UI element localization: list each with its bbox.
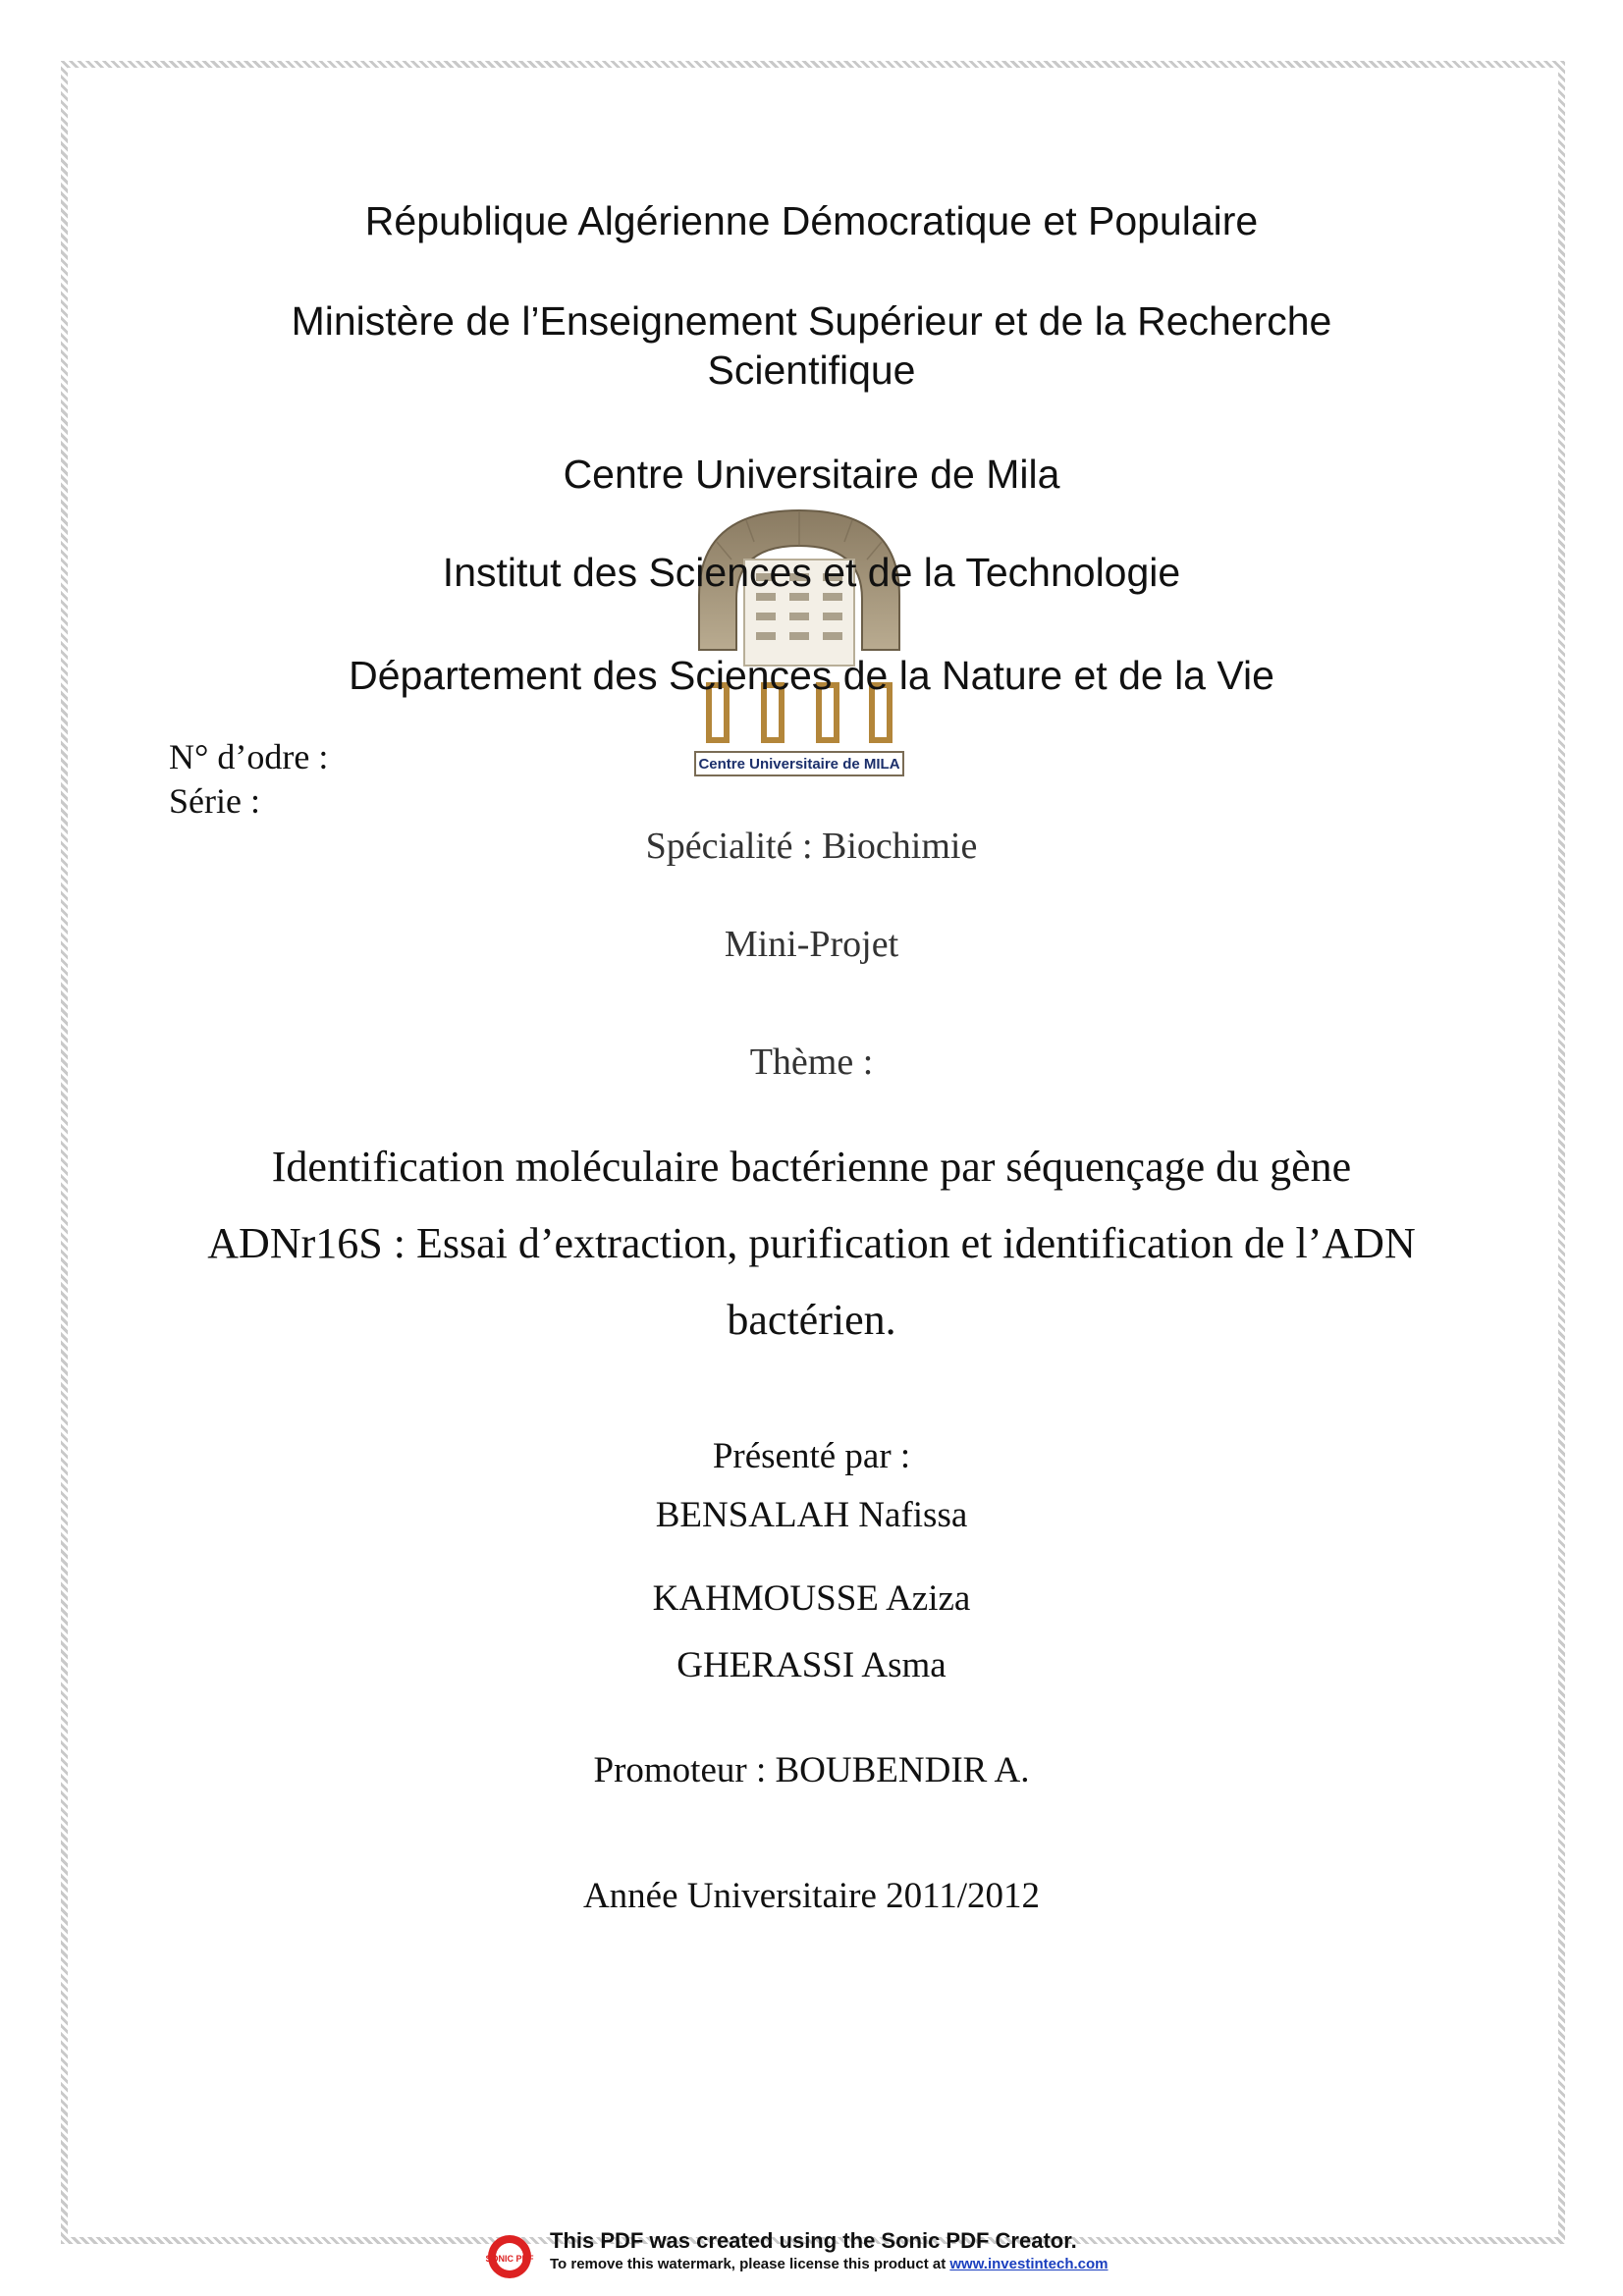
pdf-watermark — [475, 2226, 1163, 2285]
authors-label: Présenté par : — [712, 1436, 911, 1476]
thesis-title-line2: ADNr16S : Essai d’extraction, purification et identification de l’ADN — [207, 1219, 1416, 1267]
author-name: BENSALAH Nafissa — [655, 1495, 968, 1535]
project-type: Mini-Projet — [724, 924, 899, 965]
sonic-pdf-brand: SONIC PDF — [485, 2254, 534, 2264]
university-logo — [687, 503, 911, 779]
academic-year: Année Universitaire 2011/2012 — [582, 1876, 1041, 1916]
ministry-heading-line1: Ministère de l’Enseignement Supérieur et de la Recherche — [291, 298, 1332, 344]
department-heading: Département des Sciences de la Nature et de la Vie — [349, 653, 1274, 698]
investintech-link[interactable]: www.investintech.com — [949, 2256, 1109, 2272]
speciality: Spécialité : Biochimie — [645, 826, 978, 867]
theme-label: Thème : — [749, 1041, 874, 1083]
thesis-title-line3: bactérien. — [727, 1296, 896, 1344]
sonic-pdf-logo-icon — [475, 2232, 544, 2281]
thesis-title-line1: Identification moléculaire bactérienne par séquençage du gène — [271, 1143, 1352, 1191]
watermark-line2 — [550, 2256, 1109, 2272]
author-name: GHERASSI Asma — [676, 1645, 947, 1685]
supervisor: Promoteur : BOUBENDIR A. — [593, 1750, 1030, 1790]
watermark-line2-text: To remove this watermark, please license this product at — [550, 2256, 950, 2272]
order-number-label: N° d’odre : — [169, 737, 329, 776]
logo-caption: Centre Universitaire de MILA — [698, 756, 900, 773]
university-heading: Centre Universitaire de Mila — [563, 452, 1060, 497]
republic-heading: République Algérienne Démocratique et Populaire — [364, 198, 1259, 243]
institute-heading: Institut des Sciences et de la Technologie — [442, 550, 1181, 595]
ministry-heading-line2: Scientifique — [707, 347, 916, 393]
series-label: Série : — [169, 781, 260, 821]
watermark-line1: This PDF was created using the Sonic PDF Creator. — [550, 2228, 1077, 2253]
author-name: KAHMOUSSE Aziza — [652, 1578, 971, 1619]
